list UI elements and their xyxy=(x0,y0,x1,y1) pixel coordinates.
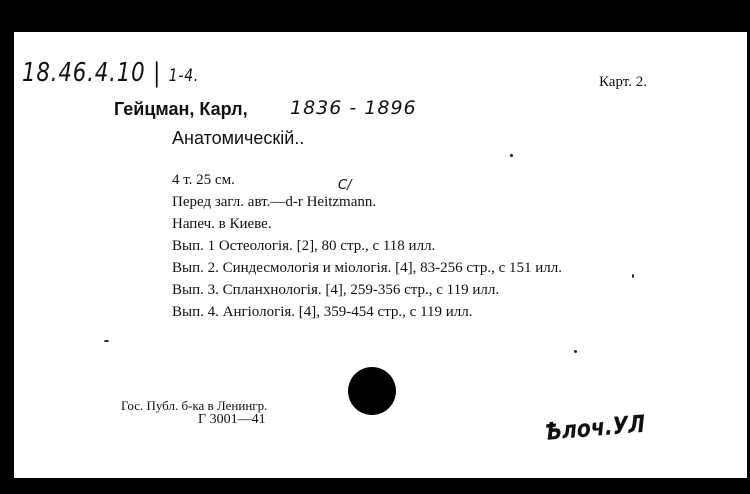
description-line: Перед загл. авт.—d-r Heitzmann. xyxy=(172,194,377,210)
handwritten-mark: Ѣлоч.УЛ xyxy=(544,409,646,446)
book-title: Анатомическій.. xyxy=(172,128,305,148)
author-years: 1836 - 1896 xyxy=(290,97,417,119)
punch-hole xyxy=(348,367,396,415)
author-heading: Гейцман, Карл, xyxy=(114,99,248,119)
volume-line: Вып. 3. Спланхнологія. [4], 259-356 стр., с 119 илл. xyxy=(172,282,500,298)
volume-line: Вып. 1 Остеологія. [2], 80 стр., с 118 илл. xyxy=(172,238,436,254)
library-name: Гос. Публ. б-ка в Ленингр. xyxy=(121,398,268,413)
speck xyxy=(510,154,513,157)
speck xyxy=(104,340,109,342)
handwritten-correction: C/ xyxy=(338,178,352,193)
call-number-sub: 1-4. xyxy=(168,66,200,86)
volume-line: Вып. 2. Синдесмологія и міологія. [4], 83-256 стр., с 151 илл. xyxy=(172,260,562,276)
catalog-card xyxy=(14,32,747,478)
card-number: Карт. 2. xyxy=(599,74,647,90)
card-code: Г 3001—41 xyxy=(198,412,266,427)
volume-line: Вып. 4. Ангіологія. [4], 359-454 стр., с 119 илл. xyxy=(172,304,473,320)
speck xyxy=(574,350,577,353)
description-line: Напеч. в Киеве. xyxy=(172,216,272,232)
call-number: 18.46.4.10 | 1-4. xyxy=(22,58,200,88)
description-line: 4 т. 25 см. xyxy=(172,172,235,188)
speck xyxy=(632,274,634,278)
